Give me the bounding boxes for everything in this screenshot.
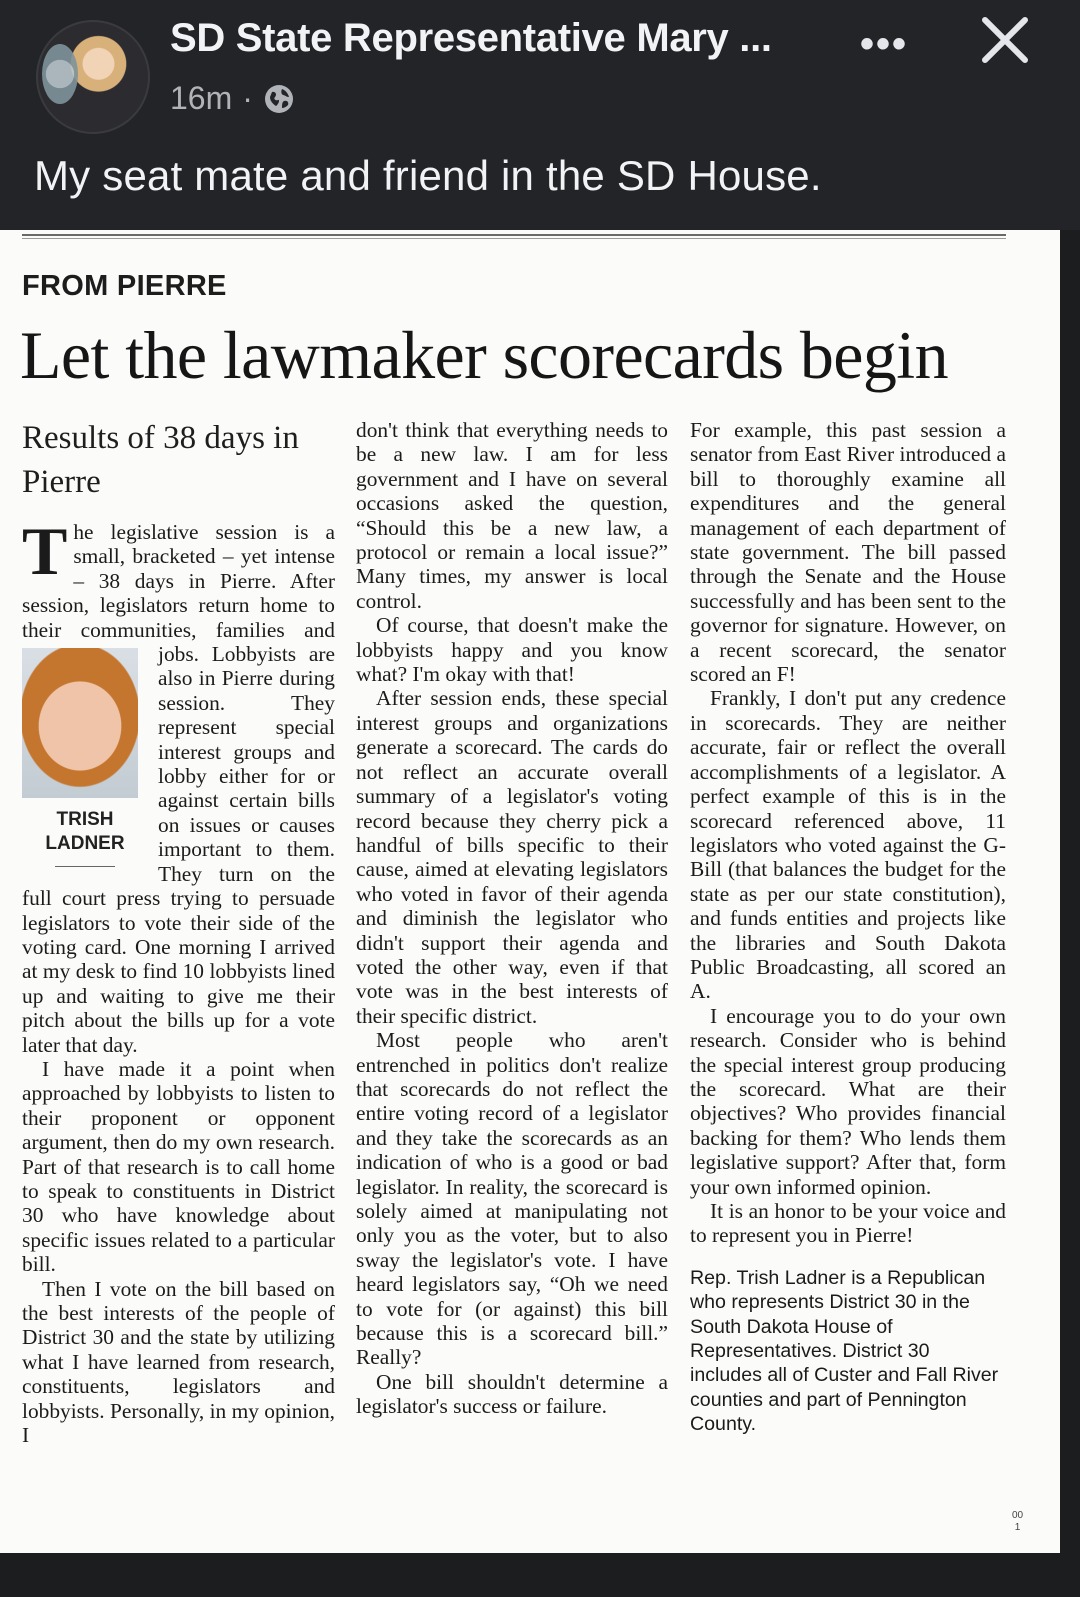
close-icon[interactable] [975,10,1035,70]
paragraph: Most people who aren't entrenched in politics don't realize that scorecards do not reflect the entire voting record of a legislator and they take the scorecards as an indication of who is a good or bad legislator. In reality, the scorecard is solely aimed at manipulating not only you as the voter, but to also sway the legislator's vote. I have heard legislators say, “Oh we need to vote for (or against) this bill because this is a scorecard bill.” Really? [356,1028,668,1370]
byline-rule [55,866,115,867]
meta-separator: · [242,80,253,116]
state-seal [42,44,78,104]
author-first-name: TRISH [56,809,114,831]
right-margin-band [1060,230,1080,1553]
more-icon[interactable]: ••• [860,22,909,66]
paragraph: After session ends, these special interest groups and organizations generate a scorecard. The cards do not reflect an accurate overall summary of a legislator's voting record because they cherry pick a handful of bills specific to their cause, aimed at elevating legislators who voted in favor of their agenda and diminish the legislator who didn't support their agenda and voted the other way, even if that vote was in the best interests of their specific district. [356,686,668,1028]
post-caption: My seat mate and friend in the SD House. [34,152,822,199]
page-code-bottom: 1 [1014,1522,1021,1533]
top-rule-thin [22,238,1006,239]
post-time[interactable]: 16m [170,80,233,116]
avatar[interactable] [36,20,150,134]
article-column-1 [22,513,335,1448]
page-code [1012,1510,1023,1534]
paragraph: I encourage you to do your own research. Consider who is behind the special interest group producing the scorecard. What are their objectives? Who provides financial backing for them? Who lends them legislative support? After that, form your own informed opinion. [690,1003,1006,1199]
article-column-3 [690,418,1006,1437]
paragraph: Then I vote on the bill based on the best interests of the people of District 30 and the state by utilizing what I have learned from research, constituents, legislators and lobbyists. Personally, in my opinion, I [22,1276,335,1448]
paragraph [22,513,335,1057]
article-deck: Results of 38 days in Pierre [22,420,299,500]
paragraph: Of course, that doesn't make the lobbyists happy and you know what? I'm okay with that! [356,613,668,687]
paragraph: don't think that everything needs to be a new law. I am for less government and I have on several occasions asked the question, “Should this be a new law, a protocol or remain a local issue?” Many times, my answer is local control. [356,418,668,613]
page-code-top: 00 [1012,1510,1024,1521]
drop-cap: T [22,513,68,589]
bottom-band [0,1553,1080,1597]
paragraph: One bill shouldn't determine a legislator's success or failure. [356,1369,668,1419]
author-byline [22,808,148,856]
article-headline: Let the lawmaker scorecards begin [20,317,948,393]
newspaper-clipping-image[interactable] [0,230,1060,1553]
paragraph: I have made it a point when approached by lobbyists to listen to their proponent or opponent argument, then do my own research. Part of that research is to call home to speak to constituents in District 30 who have knowledge about specific issues related to a particular bill. [22,1056,335,1277]
author-photo [22,648,138,798]
paragraph: Frankly, I don't put any credence in scorecards. They are neither accurate, fair or reflect the overall accomplishments of a legislator. A perfect example of this is in the scorecard referenced above, 11 legislators who voted against the G-Bill (that balances the budget for the state as per our state constitution), and funds entities and projects like the libraries and South Dakota Public Broadcasting, all scored an A. [690,686,1006,1004]
paragraph: It is an honor to be your voice and to represent you in Pierre! [690,1199,1006,1248]
article-column-2 [356,418,668,1419]
globe-icon [263,83,295,115]
author-last-name: LADNER [45,833,125,855]
top-rule [22,234,1006,236]
author-bio: Rep. Trish Ladner is a Republican who represents District 30 in the South Dakota House of Representatives. District 30 includes all of Custer and Fall River counties and part of Pennington County. [690,1266,999,1436]
post-meta [170,80,295,117]
post-header [0,0,1080,232]
paragraph-text: he legislative session is a small, bracketed – yet intense – 38 days in Pierre. After session, legislators return home to their communities, families and jobs. Lobbyists [22,520,335,667]
paragraph: For example, this past session a senator from East River introduced a bill to thoroughly examine all expenditures and the general management of each department of state government. The bill passed through the Senate and the House successfully and has been sent to the governor for signature. However, on a recent scorecard, the senator scored an F! [690,418,1006,687]
article-kicker: FROM PIERRE [22,270,227,302]
poster-name[interactable]: SD State Representative Mary ... [170,16,772,60]
paragraph-text: are also in Pierre during session. They represent special interest groups and lobby either for or against certain bills on issues or causes important to them. They turn on the full court press trying to persuade legislators to vote their side of the voting card. One morning I arrived at my desk to find 10 lobbyists lined up and waiting to give me their pitch about the bills up for a vote later that day. [22,642,335,1057]
author-photo-block [22,648,148,867]
